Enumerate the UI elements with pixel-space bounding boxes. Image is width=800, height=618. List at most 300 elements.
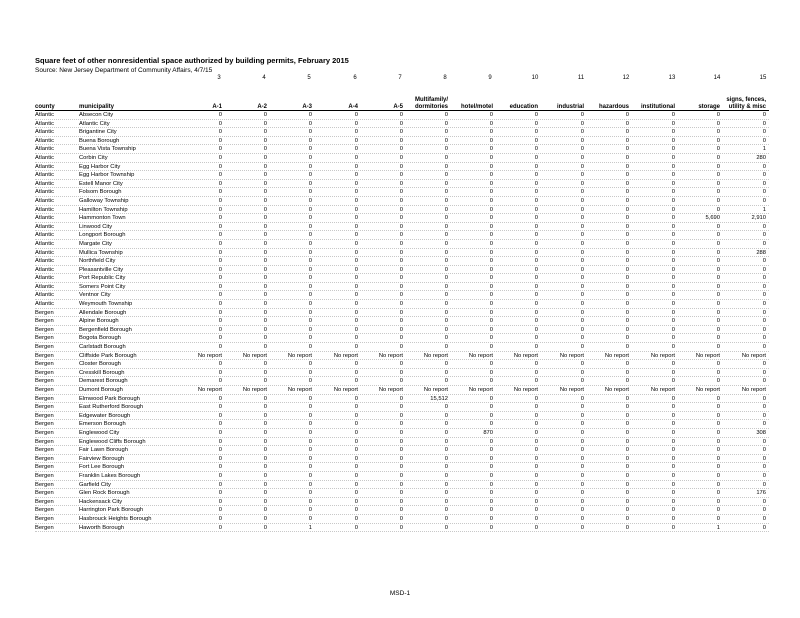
value-cell: 0 <box>489 180 493 187</box>
value-cell: 0 <box>444 498 448 505</box>
value-cell: 0 <box>671 120 675 127</box>
value-cell: 0 <box>580 472 584 479</box>
value-cell: 0 <box>534 249 538 256</box>
value-cell: 0 <box>218 524 222 531</box>
value-cell: 0 <box>218 301 222 308</box>
value-cell: 0 <box>534 154 538 161</box>
value-cell: 0 <box>580 206 584 213</box>
value-cell: 0 <box>308 447 312 454</box>
county-cell: Atlantic <box>35 180 55 187</box>
value-cell: 0 <box>716 490 720 497</box>
table-row <box>35 403 769 412</box>
value-cell: 0 <box>399 206 403 213</box>
value-cell: 0 <box>444 378 448 385</box>
value-cell: 0 <box>399 240 403 247</box>
table-row <box>35 506 769 515</box>
value-cell: 0 <box>218 490 222 497</box>
value-cell: 0 <box>263 464 267 471</box>
table-row <box>35 240 769 249</box>
municipality-cell: Hamilton Township <box>79 206 128 213</box>
value-cell: 0 <box>263 421 267 428</box>
value-cell: 0 <box>263 258 267 265</box>
column-number: 5 <box>307 75 311 81</box>
column-number: 11 <box>577 75 585 81</box>
county-cell: Bergen <box>35 429 54 436</box>
value-cell: 0 <box>580 197 584 204</box>
value-cell: 0 <box>671 455 675 462</box>
value-cell: 15,512 <box>430 395 448 402</box>
value-cell: 0 <box>716 378 720 385</box>
value-cell: 0 <box>671 137 675 144</box>
value-cell: 0 <box>444 464 448 471</box>
value-cell: 0 <box>444 490 448 497</box>
value-cell: 0 <box>625 129 629 136</box>
value-cell: 0 <box>354 344 358 351</box>
value-cell: 0 <box>263 472 267 479</box>
table-row <box>35 120 769 129</box>
value-cell: 0 <box>444 421 448 428</box>
table-row <box>35 111 769 120</box>
value-cell: 0 <box>580 490 584 497</box>
value-cell: 0 <box>263 240 267 247</box>
column-number: 6 <box>353 75 357 81</box>
value-cell: 0 <box>354 378 358 385</box>
value-cell: 0 <box>625 455 629 462</box>
value-cell: 0 <box>489 309 493 316</box>
municipality-cell: Buena Borough <box>79 137 120 144</box>
value-cell: 0 <box>444 154 448 161</box>
table-row <box>35 438 769 447</box>
value-cell: 0 <box>716 112 720 118</box>
value-cell: 0 <box>762 180 766 187</box>
value-cell: 0 <box>671 163 675 170</box>
header-county: county <box>35 104 55 110</box>
municipality-cell: Buena Vista Township <box>79 146 136 153</box>
value-cell: 0 <box>218 180 222 187</box>
value-cell: 0 <box>625 378 629 385</box>
county-cell: Atlantic <box>35 249 55 256</box>
value-cell: 0 <box>580 455 584 462</box>
value-cell: 0 <box>625 154 629 161</box>
value-cell: 0 <box>534 292 538 299</box>
value-cell: 0 <box>534 137 538 144</box>
value-cell: 0 <box>534 146 538 153</box>
municipality-cell: Egg Harbor City <box>79 163 121 170</box>
value-cell: 0 <box>580 481 584 488</box>
value-cell: No report <box>468 352 493 359</box>
value-cell: 0 <box>263 154 267 161</box>
value-cell: 0 <box>534 232 538 239</box>
county-cell: Bergen <box>35 481 54 488</box>
value-cell: 0 <box>263 438 267 445</box>
value-cell: 0 <box>671 378 675 385</box>
table-row <box>35 128 769 137</box>
value-cell: 0 <box>263 318 267 325</box>
county-cell: Atlantic <box>35 154 55 161</box>
value-cell: 0 <box>444 404 448 411</box>
value-cell: 0 <box>354 369 358 376</box>
value-cell: No report <box>378 352 403 359</box>
value-cell: 0 <box>354 163 358 170</box>
value-cell: 0 <box>625 481 629 488</box>
value-cell: 0 <box>534 215 538 222</box>
value-cell: 0 <box>218 189 222 196</box>
county-cell: Atlantic <box>35 163 55 170</box>
value-cell: 0 <box>671 112 675 118</box>
value-cell: 0 <box>580 464 584 471</box>
value-cell: 0 <box>399 232 403 239</box>
value-cell: 0 <box>218 120 222 127</box>
value-cell: 0 <box>625 292 629 299</box>
value-cell: 0 <box>580 120 584 127</box>
table-row <box>35 180 769 189</box>
value-cell: 0 <box>489 472 493 479</box>
value-cell: 0 <box>625 515 629 522</box>
value-cell: 0 <box>444 180 448 187</box>
table-row <box>35 420 769 429</box>
value-cell: 0 <box>716 129 720 136</box>
header-col: education <box>509 104 538 110</box>
value-cell: 0 <box>308 412 312 419</box>
value-cell: 0 <box>399 524 403 531</box>
value-cell: 0 <box>263 507 267 514</box>
value-cell: 0 <box>218 266 222 273</box>
county-cell: Bergen <box>35 395 54 402</box>
value-cell: 0 <box>534 412 538 419</box>
value-cell: 0 <box>399 172 403 179</box>
value-cell: 0 <box>489 404 493 411</box>
value-cell: 0 <box>534 335 538 342</box>
value-cell: 0 <box>534 507 538 514</box>
value-cell: 0 <box>580 507 584 514</box>
value-cell: 0 <box>354 524 358 531</box>
value-cell: 0 <box>444 120 448 127</box>
value-cell: 0 <box>399 472 403 479</box>
value-cell: 0 <box>671 438 675 445</box>
value-cell: 0 <box>354 180 358 187</box>
value-cell: 0 <box>444 275 448 282</box>
value-cell: 0 <box>489 335 493 342</box>
value-cell: 0 <box>308 301 312 308</box>
value-cell: 0 <box>580 292 584 299</box>
county-cell: Atlantic <box>35 137 55 144</box>
value-cell: No report <box>378 387 403 393</box>
value-cell: 0 <box>534 481 538 488</box>
value-cell: 0 <box>218 258 222 265</box>
municipality-cell: Demarest Borough <box>79 378 128 385</box>
value-cell: 0 <box>218 472 222 479</box>
value-cell: 0 <box>534 464 538 471</box>
value-cell: 0 <box>671 464 675 471</box>
header-municipality: municipality <box>79 104 115 110</box>
value-cell: 0 <box>489 197 493 204</box>
value-cell: 0 <box>716 137 720 144</box>
value-cell: 0 <box>534 455 538 462</box>
source-note: Source: New Jersey Department of Community Affairs, 4/7/15 <box>35 67 213 74</box>
value-cell: 0 <box>716 395 720 402</box>
value-cell: 0 <box>762 301 766 308</box>
municipality-cell: Somers Point City <box>79 283 126 290</box>
column-number: 3 <box>217 75 221 81</box>
value-cell: 1 <box>308 524 312 531</box>
value-cell: 0 <box>716 163 720 170</box>
value-cell: 0 <box>716 146 720 153</box>
value-cell: 0 <box>580 326 584 333</box>
value-cell: 0 <box>762 507 766 514</box>
value-cell: 0 <box>354 120 358 127</box>
value-cell: 0 <box>399 378 403 385</box>
value-cell: 0 <box>716 275 720 282</box>
value-cell: 0 <box>671 447 675 454</box>
value-cell: 0 <box>263 197 267 204</box>
value-cell: 0 <box>625 524 629 531</box>
county-cell: Atlantic <box>35 240 55 247</box>
value-cell: 0 <box>625 172 629 179</box>
value-cell: 0 <box>308 223 312 230</box>
value-cell: 0 <box>625 266 629 273</box>
value-cell: 0 <box>218 240 222 247</box>
county-cell: Atlantic <box>35 301 55 308</box>
county-cell: Bergen <box>35 464 54 471</box>
value-cell: 0 <box>534 172 538 179</box>
county-cell: Bergen <box>35 507 54 514</box>
municipality-cell: Alpine Borough <box>79 318 119 325</box>
value-cell: 0 <box>308 344 312 351</box>
value-cell: 0 <box>308 275 312 282</box>
value-cell: 0 <box>218 283 222 290</box>
value-cell: 0 <box>444 429 448 436</box>
value-cell: 0 <box>671 232 675 239</box>
value-cell: 0 <box>625 412 629 419</box>
value-cell: 0 <box>580 361 584 368</box>
county-cell: Atlantic <box>35 189 55 196</box>
value-cell: 0 <box>444 112 448 118</box>
value-cell: 0 <box>671 395 675 402</box>
header-col: A-4 <box>348 104 358 110</box>
value-cell: 0 <box>716 120 720 127</box>
value-cell: No report <box>604 352 629 359</box>
column-number: 13 <box>668 75 676 81</box>
value-cell: 0 <box>762 524 766 531</box>
value-cell: 0 <box>489 318 493 325</box>
value-cell: 0 <box>625 438 629 445</box>
value-cell: 0 <box>399 507 403 514</box>
value-cell: 0 <box>354 206 358 213</box>
table-row <box>35 283 769 292</box>
value-cell: 0 <box>354 429 358 436</box>
value-cell: No report <box>650 352 675 359</box>
value-cell: 0 <box>671 206 675 213</box>
county-cell: Bergen <box>35 524 54 531</box>
value-cell: 0 <box>716 249 720 256</box>
value-cell: 0 <box>399 464 403 471</box>
value-cell: 0 <box>444 301 448 308</box>
value-cell: 0 <box>762 283 766 290</box>
column-number: 4 <box>262 75 266 81</box>
county-cell: Bergen <box>35 515 54 522</box>
value-cell: 0 <box>716 464 720 471</box>
value-cell: 0 <box>762 455 766 462</box>
value-cell: 0 <box>218 507 222 514</box>
municipality-cell: Bogota Borough <box>79 335 121 342</box>
municipality-cell: Dumont Borough <box>79 387 123 393</box>
value-cell: 0 <box>354 412 358 419</box>
municipality-cell: Garfield City <box>79 481 111 488</box>
table-row <box>35 223 769 232</box>
value-cell: No report <box>197 352 222 359</box>
value-cell: 0 <box>354 137 358 144</box>
value-cell: 0 <box>534 129 538 136</box>
table-row <box>35 472 769 481</box>
value-cell: 0 <box>625 206 629 213</box>
value-cell: 0 <box>399 404 403 411</box>
value-cell: 0 <box>534 240 538 247</box>
value-cell: 0 <box>263 266 267 273</box>
municipality-cell: Hasbrouck Heights Borough <box>79 515 152 522</box>
value-cell: 0 <box>625 163 629 170</box>
value-cell: 0 <box>399 249 403 256</box>
value-cell: 0 <box>534 258 538 265</box>
value-cell: 0 <box>716 189 720 196</box>
value-cell: 0 <box>716 266 720 273</box>
table-row <box>35 197 769 206</box>
municipality-cell: East Rutherford Borough <box>79 404 144 411</box>
value-cell: 0 <box>263 172 267 179</box>
value-cell: 0 <box>218 326 222 333</box>
value-cell: 176 <box>756 490 766 497</box>
value-cell: 0 <box>308 515 312 522</box>
value-cell: 0 <box>762 137 766 144</box>
value-cell: 0 <box>762 464 766 471</box>
column-number: 12 <box>622 75 630 81</box>
table-row <box>35 524 769 533</box>
value-cell: 0 <box>218 318 222 325</box>
value-cell: 0 <box>671 283 675 290</box>
value-cell: 0 <box>625 464 629 471</box>
value-cell: No report <box>695 387 720 393</box>
value-cell: 0 <box>399 335 403 342</box>
value-cell: 0 <box>762 189 766 196</box>
value-cell: 0 <box>218 154 222 161</box>
value-cell: 0 <box>354 455 358 462</box>
municipality-cell: Bergenfield Borough <box>79 326 132 333</box>
value-cell: 0 <box>671 189 675 196</box>
value-cell: 0 <box>354 447 358 454</box>
value-cell: 0 <box>580 163 584 170</box>
value-cell: 0 <box>534 275 538 282</box>
value-cell: 0 <box>489 438 493 445</box>
value-cell: 0 <box>762 240 766 247</box>
header-col: Multifamily/ dormitories <box>414 97 448 110</box>
value-cell: 0 <box>354 481 358 488</box>
value-cell: 0 <box>580 421 584 428</box>
value-cell: 0 <box>580 309 584 316</box>
value-cell: 0 <box>534 189 538 196</box>
municipality-cell: Carlstadt Borough <box>79 344 126 351</box>
table-row <box>35 249 769 258</box>
value-cell: 0 <box>489 326 493 333</box>
value-cell: 0 <box>671 515 675 522</box>
value-cell: 0 <box>580 266 584 273</box>
value-cell: 0 <box>489 421 493 428</box>
value-cell: 0 <box>308 137 312 144</box>
value-cell: 0 <box>671 309 675 316</box>
value-cell: 0 <box>263 490 267 497</box>
value-cell: 0 <box>308 421 312 428</box>
value-cell: 0 <box>671 481 675 488</box>
value-cell: 0 <box>625 421 629 428</box>
value-cell: 0 <box>580 283 584 290</box>
value-cell: 0 <box>762 309 766 316</box>
value-cell: 0 <box>354 515 358 522</box>
county-cell: Atlantic <box>35 215 55 222</box>
municipality-cell: Atlantic City <box>79 120 110 127</box>
column-number: 9 <box>488 75 492 81</box>
value-cell: 0 <box>625 120 629 127</box>
value-cell: 0 <box>489 258 493 265</box>
municipality-cell: Corbin City <box>79 154 108 161</box>
value-cell: 0 <box>671 197 675 204</box>
value-cell: 0 <box>580 154 584 161</box>
value-cell: 0 <box>444 129 448 136</box>
value-cell: 0 <box>354 498 358 505</box>
value-cell: 0 <box>489 344 493 351</box>
county-cell: Bergen <box>35 335 54 342</box>
value-cell: 0 <box>399 215 403 222</box>
value-cell: 0 <box>218 412 222 419</box>
value-cell: No report <box>695 352 720 359</box>
header-col: signs, fences, utility & misc <box>726 97 766 110</box>
value-cell: 0 <box>308 481 312 488</box>
value-cell: 0 <box>580 258 584 265</box>
county-cell: Bergen <box>35 472 54 479</box>
value-cell: 0 <box>489 120 493 127</box>
value-cell: 0 <box>580 129 584 136</box>
value-cell: 0 <box>762 447 766 454</box>
value-cell: 0 <box>354 275 358 282</box>
value-cell: 0 <box>444 481 448 488</box>
value-cell: 0 <box>580 275 584 282</box>
value-cell: 0 <box>218 172 222 179</box>
value-cell: No report <box>333 387 358 393</box>
table-header <box>0 91 800 111</box>
value-cell: 0 <box>354 249 358 256</box>
value-cell: 0 <box>534 472 538 479</box>
table-row <box>35 291 769 300</box>
value-cell: 0 <box>671 266 675 273</box>
value-cell: 0 <box>308 163 312 170</box>
value-cell: 0 <box>354 318 358 325</box>
value-cell: 0 <box>263 412 267 419</box>
municipality-cell: Franklin Lakes Borough <box>79 472 141 479</box>
table-row <box>35 463 769 472</box>
value-cell: 0 <box>308 309 312 316</box>
value-cell: 0 <box>308 472 312 479</box>
value-cell: 0 <box>308 206 312 213</box>
value-cell: 0 <box>308 326 312 333</box>
value-cell: 0 <box>354 240 358 247</box>
value-cell: 0 <box>489 292 493 299</box>
value-cell: 0 <box>762 120 766 127</box>
column-number: 14 <box>713 75 721 81</box>
table-row <box>35 395 769 404</box>
value-cell: 0 <box>399 120 403 127</box>
value-cell: No report <box>423 352 448 359</box>
municipality-cell: Hammonton Town <box>79 215 126 222</box>
value-cell: 0 <box>218 309 222 316</box>
value-cell: 0 <box>762 498 766 505</box>
value-cell: 0 <box>580 146 584 153</box>
